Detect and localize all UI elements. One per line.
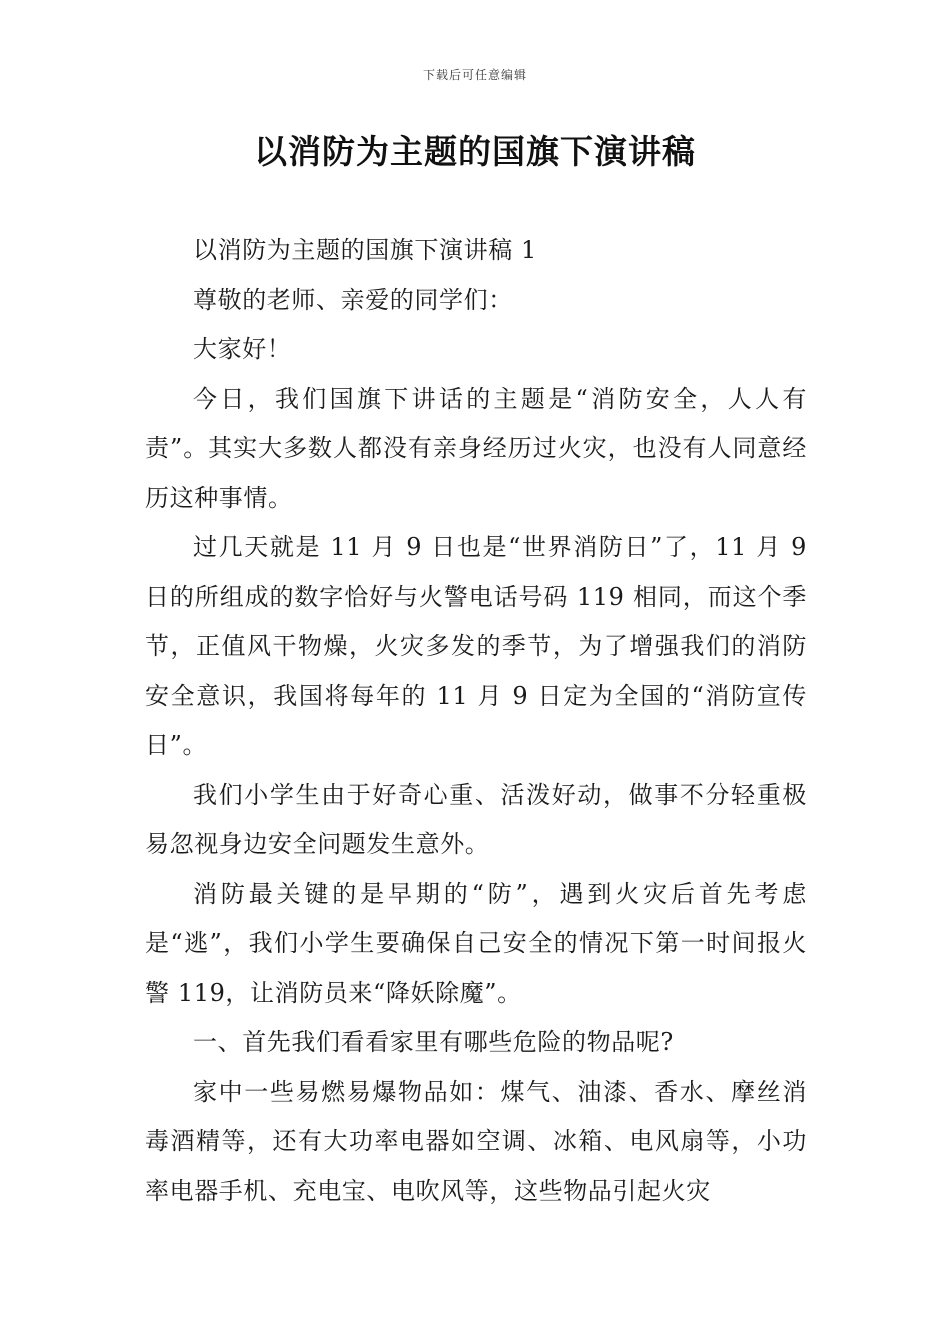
paragraph-topic: 今日，我们国旗下讲话的主题是“消防安全，人人有责”。其实大多数人都没有亲身经历过火灾，也没有人同意经历这种事情。 — [145, 384, 807, 512]
paragraph-household-items: 家中一些易燃易爆物品如：煤气、油漆、香水、摩丝消毒酒精等，还有大功率电器如空调、冰箱、电风扇等，小功率电器手机、充电宝、电吹风等，这些物品引起火灾 — [145, 1077, 807, 1205]
paragraph-students: 我们小学生由于好奇心重、活泼好动，做事不分轻重极易忽视身边安全问题发生意外。 — [145, 780, 807, 858]
header-note: 下载后可任意编辑 — [422, 68, 527, 82]
document-body — [145, 226, 807, 1216]
paragraph-fire-day: 过几天就是 11 月 9 日也是“世界消防日”了，11 月 9 日的所组成的数字恰好与火警电话号码 119 相同，而这个季节，正值风干物燥，火灾多发的季节，为了增强我们的消防安全意识，我国将每年的 11 月 9 日定为全国的“消防宣传日”。 — [145, 533, 807, 759]
paragraph-greeting: 大家好！ — [193, 335, 292, 363]
paragraph-prevention: 消防最关键的是早期的“防”，遇到火灾后首先考虑是“逃”，我们小学生要确保自己安全的情况下第一时间报火警 119，让消防员来“降妖除魔”。 — [145, 879, 807, 1007]
paragraph-subtitle: 以消防为主题的国旗下演讲稿 1 — [193, 236, 537, 264]
paragraph-salutation: 尊敬的老师、亲爱的同学们： — [193, 285, 513, 314]
document-title: 以消防为主题的国旗下演讲稿 — [254, 132, 696, 171]
paragraph-section-one: 一、首先我们看看家里有哪些危险的物品呢? — [193, 1028, 674, 1056]
